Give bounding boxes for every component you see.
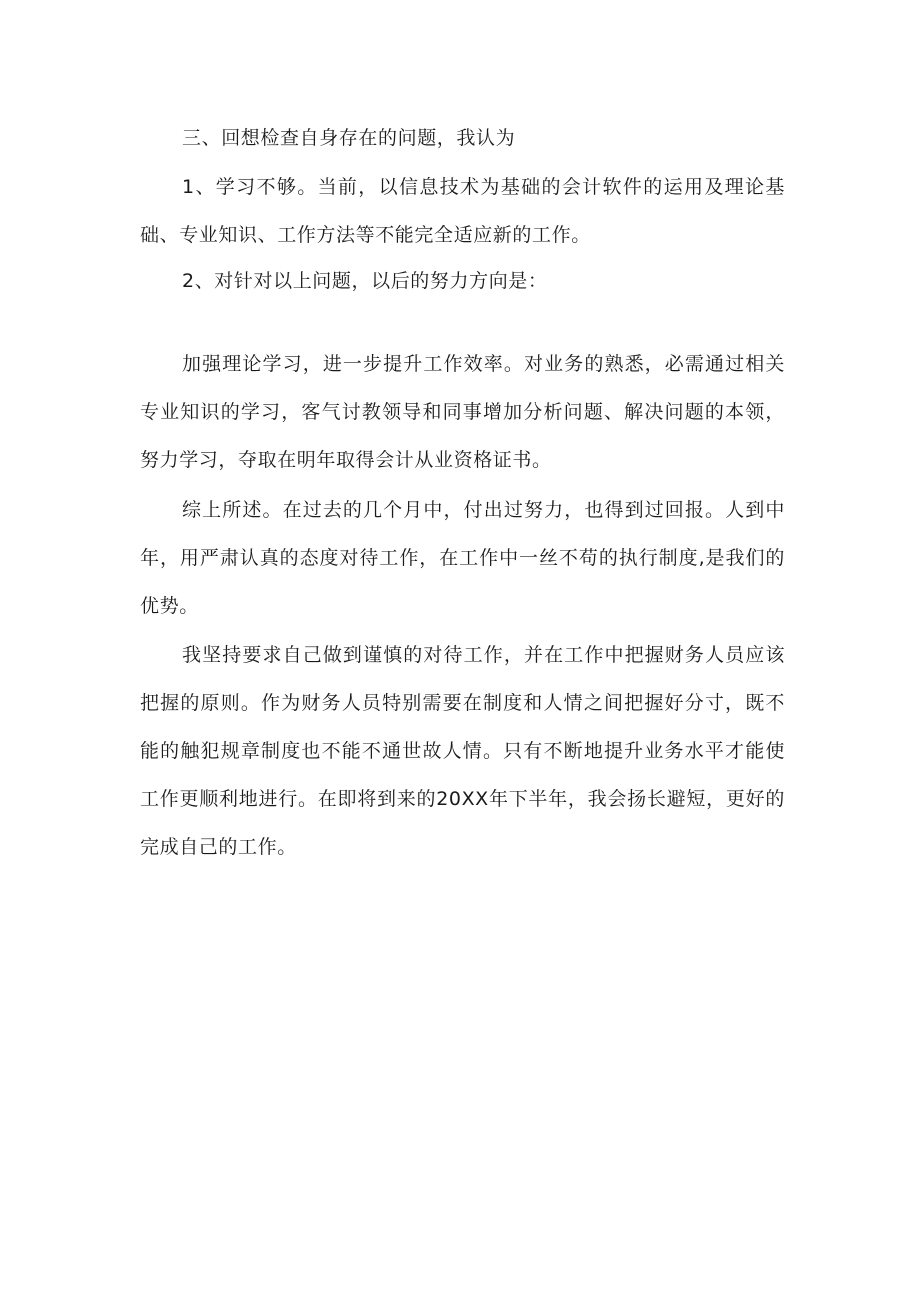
paragraph-improvement: 加强理论学习，进一步提升工作效率。对业务的熟悉，必需通过相关专业知识的学习，客气讨教领导和同事增加分析问题、解决问题的本领，努力学习，夺取在明年取得会计从业资格证书。 [140, 353, 785, 471]
paragraph-conclusion: 我坚持要求自己做到谨慎的对待工作，并在工作中把握财务人员应该把握的原则。作为财务人员特别需要在制度和人情之间把握好分寸，既不能的触犯规章制度也不能不通世故人情。只有不断地提升业务水平才能使工作更顺利地进行。在即将到来的20XX年下半年，我会扬长避短，更好的完成自己的工作。 [140, 644, 785, 858]
paragraph-item-1: 1、学习不够。当前，以信息技术为基础的会计软件的运用及理论基础、专业知识、工作方法等不能完全适应新的工作。 [140, 176, 785, 246]
paragraph-summary: 综上所述。在过去的几个月中，付出过努力，也得到过回报。人到中年，用严肃认真的态度对待工作，在工作中一丝不苟的执行制度,是我们的优势。 [140, 499, 785, 617]
paragraph-item-2: 2、对针对以上问题，以后的努力方向是： [182, 270, 548, 292]
section-heading-problems: 三、回想检查自身存在的问题，我认为 [182, 127, 516, 149]
